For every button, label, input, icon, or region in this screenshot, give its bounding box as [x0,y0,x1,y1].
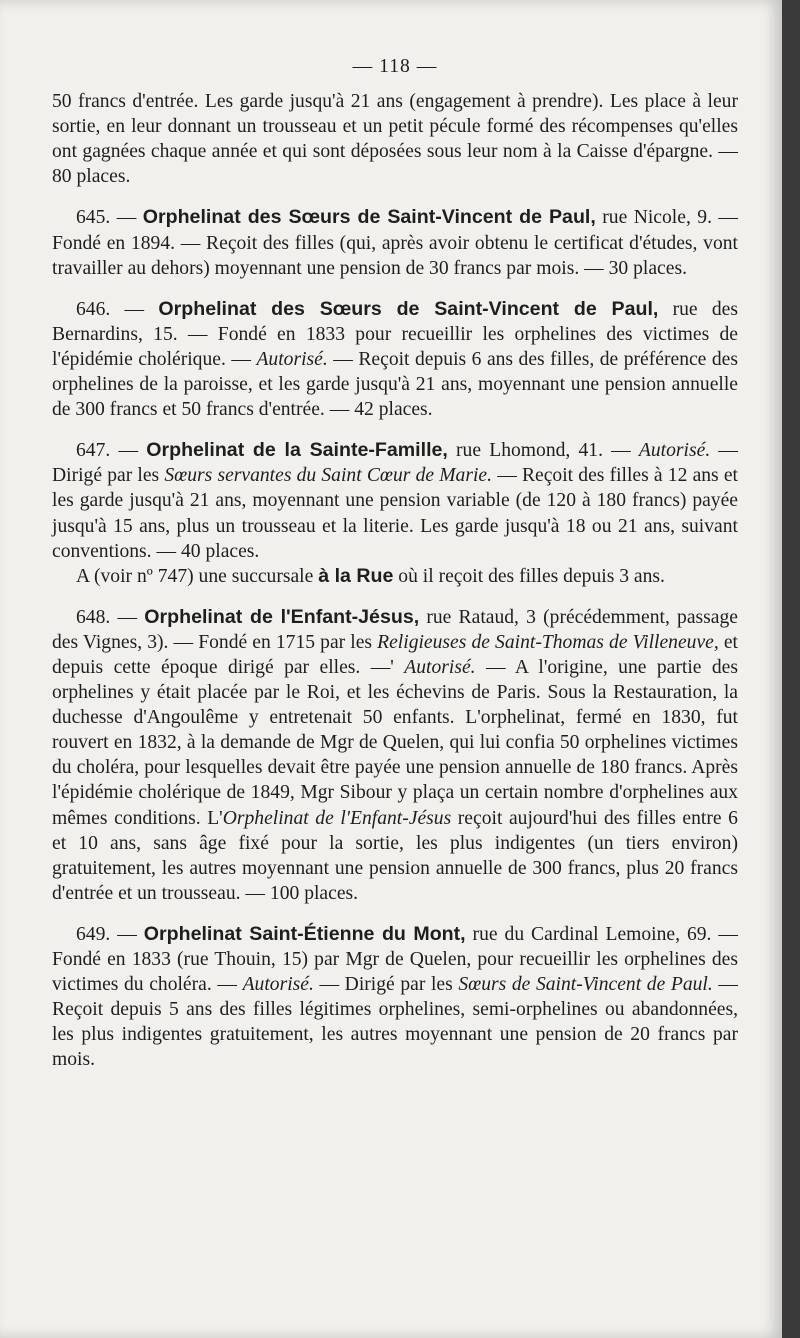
page-number: — 118 — [352,56,438,77]
entry-text: — Reçoit des filles à 12 ans et les garde jusqu'à 21 ans, moyennant une pension variable (de 120 à 180 francs) payée jusqu'à 15 ans, plus un trousseau et la literie. Les garde jusqu'à 18 ou 21 ans, suivant conventions. — 40 places. [52,465,738,562]
entry-text: rue des Bernardins, 15. — Fondé en 1833 pour recueillir les orphelines des victimes de l'épidémie cholérique. — [52,298,738,370]
entry-number: 645. — [76,207,143,229]
entry-text: A (voir nº 747) une succursale [76,565,319,587]
entry-number: 649. — [76,923,144,945]
entry-text: — Reçoit depuis 5 ans des filles légitimes orphelines, semi-orphelines ou abandonnées, les plus indigentes gratuitement, les autres moyennant une pension de 20 francs par mois. [52,974,738,1071]
entry-645 [52,205,738,280]
entry-italic: Religieuses de Saint-Thomas de Villeneuve, [377,631,719,653]
entry-number: 647. — [76,440,147,462]
entry-title: Orphelinat Saint-Étienne du Mont, [143,922,466,945]
entry-649 [52,922,738,1073]
entry-title: Orphelinat de la Sainte-Famille, [146,439,448,462]
entry-text: rue du Cardinal Lemoine, 69. — Fondé en 1833 (rue Thouin, 15) par Mgr de Quelen, pour recueillir les orphelines des victimes du choléra. — [52,923,738,996]
entry-647-addendum [52,564,738,589]
paragraph-continuation: 50 francs d'entrée. Les garde jusqu'à 21 ans (engagement à prendre). Les place à leur sortie, en leur donnant un trousseau et un petit pécule formé des récompenses qu'elles ont gagnées chaque année et qui sont déposées sous leur nom à la Caisse d'épargne. — 80 places. [52,91,738,188]
entry-text: rue Nicole, 9. — Fondé en 1894. — Reçoit des filles (qui, après avoir obtenu le certificat d'études, vont travailler au dehors) moyennant une pension de 30 francs par mois. — 30 places. [52,207,738,279]
entry-number: 648. — [76,606,145,628]
entry-number: 646. — [76,298,159,320]
entry-text: — Dirigé par les [52,440,738,487]
entry-italic: Autorisé. [404,656,476,678]
entry-text: rue Rataud, 3 (précédemment, passage des Vignes, 3). — Fondé en 1715 par les [52,606,738,653]
entry-text: L' [207,807,223,829]
page-edge-shadow [782,0,800,1338]
text-block [52,54,738,1072]
entry-text: où il reçoit des filles depuis 3 ans. [393,565,665,587]
entry-italic: Autorisé. [242,974,314,996]
entry-646 [52,297,738,422]
entry-text: et depuis cette époque dirigé par elles. —' [52,631,738,678]
entry-italic: Sœurs de Saint-Vincent de Paul. [458,974,713,996]
entry-text: — Dirigé par les [313,974,459,996]
entry-italic: Autorisé. [638,440,711,462]
entry-title: Orphelinat des Sœurs de Saint-Vincent de Paul, [158,297,659,320]
entry-647 [52,438,738,563]
entry-italic: Sœurs servantes du Saint Cœur de Marie. [164,465,493,487]
entry-bold: à la Rue [318,564,394,587]
entry-648 [52,605,738,906]
entry-text: reçoit aujourd'hui des filles entre 6 et 10 ans, sans âge fixé pour la sortie, les plus indigentes (un tiers environ) gratuitement, les autres moyennant une pension annuelle de 300 francs, plus 20 francs d'entrée et un trousseau. — 100 places. [52,807,738,904]
entry-text: rue Lhomond, 41. — [447,440,639,462]
entry-text: — A l'origine, une partie des orphelines y était placée par le Roi, et les échevins de Paris. Sous la Restauration, la duchesse d'Angoulême y entretenait 50 enfants. L'orphelinat, fermé en 1830, fut rouvert en 1832, à la demande de Mgr de Quelen, qui lui confia 50 orphelines victimes du choléra, pour lesquelles devait être payée une pension annuelle de 180 francs. Après l'épidémie cholérique de 1849, Mgr Sibour y plaça un certain nombre d'orphelines aux mêmes conditions. [52,656,739,829]
entry-italic: Orphelinat de l'Enfant-Jésus [222,807,452,829]
entry-title: Orphelinat de l'Enfant-Jésus, [144,605,420,628]
entry-title: Orphelinat des Sœurs de Saint-Vincent de Paul, [142,206,596,229]
entry-text: — Reçoit depuis 6 ans des filles, de préférence des orphelines de la paroisse, et les garde jusqu'à 21 ans, moyennant une pension annuelle de 300 francs et 50 francs d'entrée. — 42 places. [52,348,738,421]
entry-italic: Autorisé. [256,348,328,370]
